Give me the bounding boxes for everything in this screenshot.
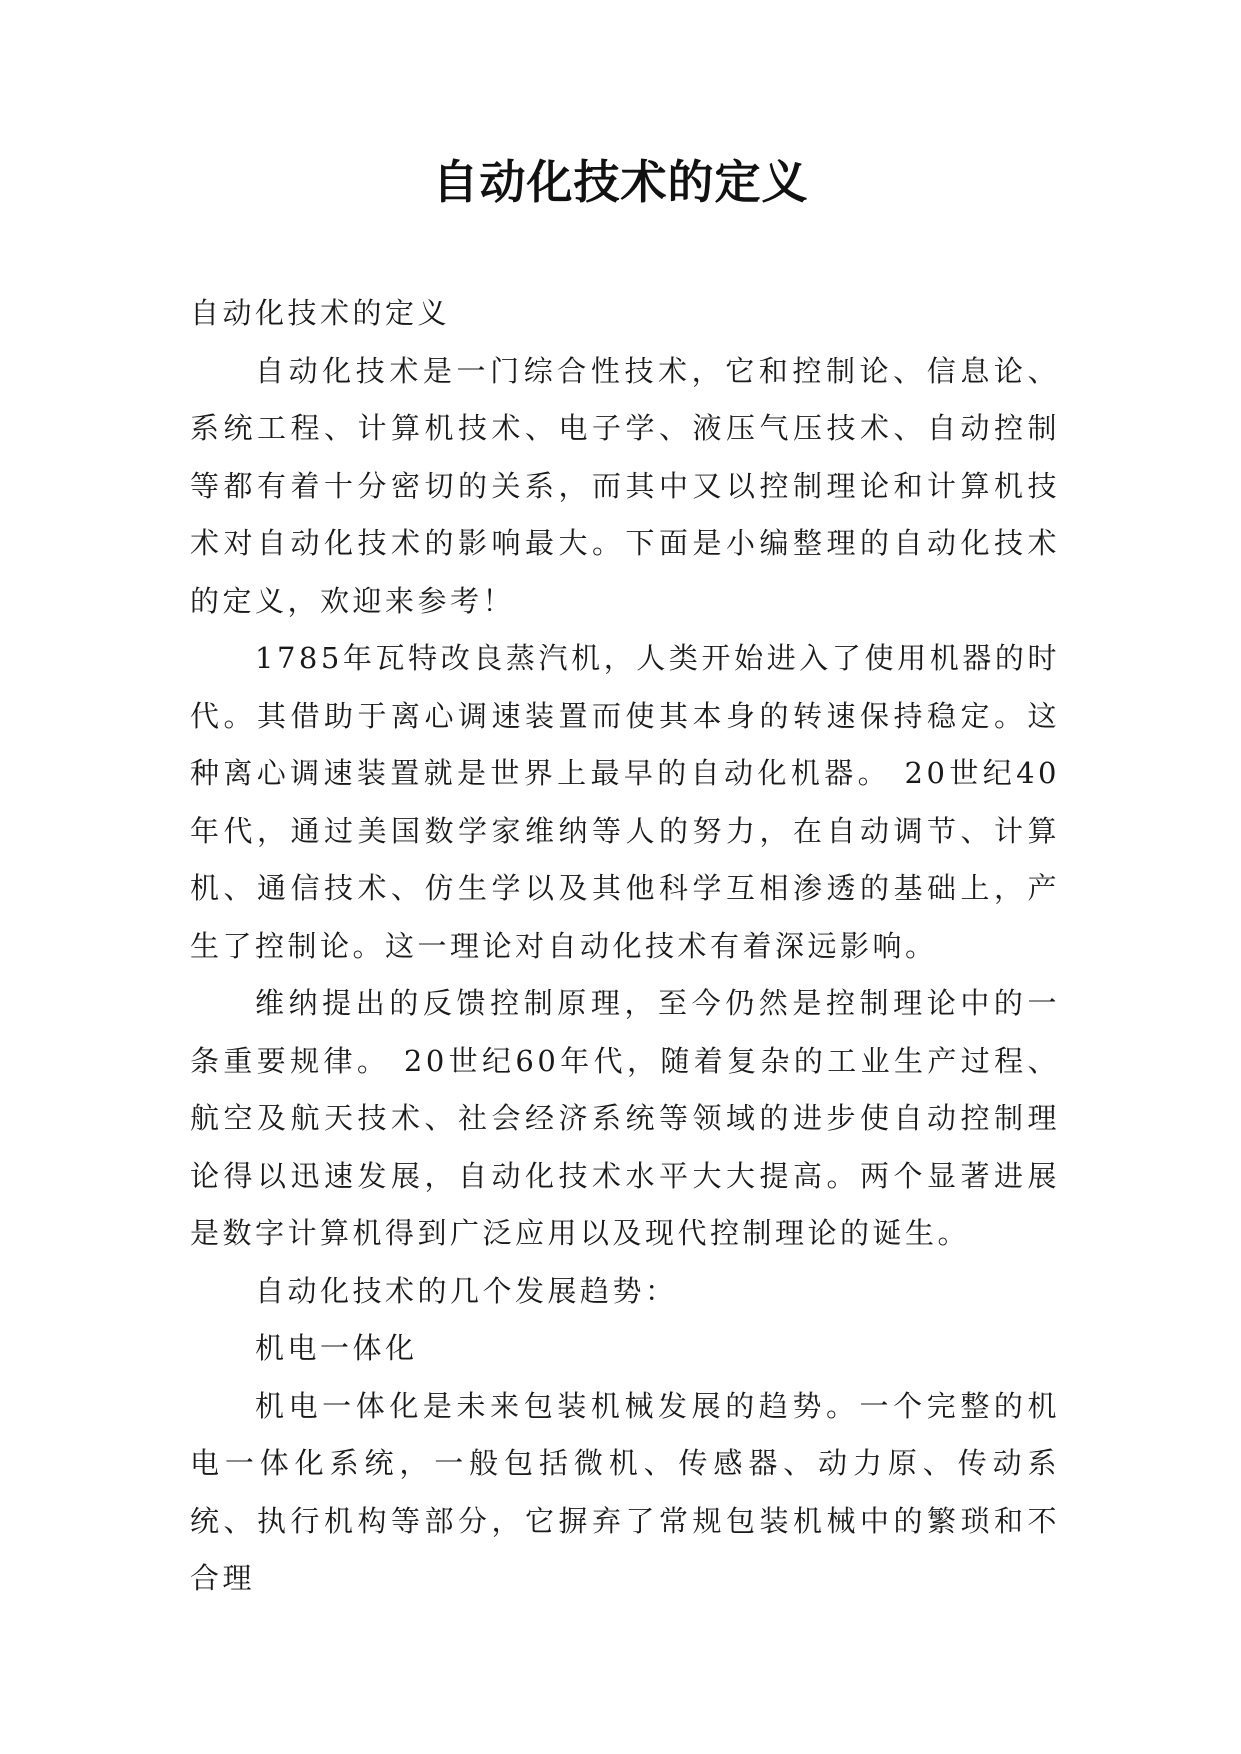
document-body (190, 285, 1060, 1608)
paragraph-history: 1785年瓦特改良蒸汽机，人类开始进入了使用机器的时代。其借助于离心调速装置而使其本身的转速保持稳定。这种离心调速装置就是世界上最早的自动化机器。 20世纪40年代，通过美国数学家维纳等人的努力，在自动调节、计算机、通信技术、仿生学以及其他科学互相渗透的基础上，产生了控制论。这一理论对自动化技术有着深远影响。 (190, 641, 1060, 963)
paragraph-trends-heading: 自动化技术的几个发展趋势： (255, 1273, 678, 1308)
body-heading: 自动化技术的定义 (190, 296, 451, 330)
document-title: 自动化技术的定义 (432, 155, 809, 209)
paragraph-feedback-control: 维纳提出的反馈控制原理，至今仍然是控制理论中的一条重要规律。 20世纪60年代，随着复杂的工业生产过程、航空及航天技术、社会经济系统等领域的进步使自动控制理论得以迅速发展，自动化技术水平大大提高。两个显著进展是数字计算机得到广泛应用以及现代控制理论的诞生。 (190, 986, 1060, 1250)
paragraph-mechatronics: 机电一体化是未来包装机械发展的趋势。一个完整的机电一体化系统，一般包括微机、传感器、动力原、传动系统、执行机构等部分，它摒弃了常规包装机械中的繁琐和不合理 (190, 1388, 1060, 1595)
paragraph-subheading-mechatronics: 机电一体化 (255, 1331, 418, 1365)
paragraph-intro: 自动化技术是一门综合性技术，它和控制论、信息论、系统工程、计算机技术、电子学、液压气压技术、自动控制等都有着十分密切的关系，而其中又以控制理论和计算机技术对自动化技术的影响最大。下面是小编整理的自动化技术的定义，欢迎来参考！ (190, 353, 1060, 618)
